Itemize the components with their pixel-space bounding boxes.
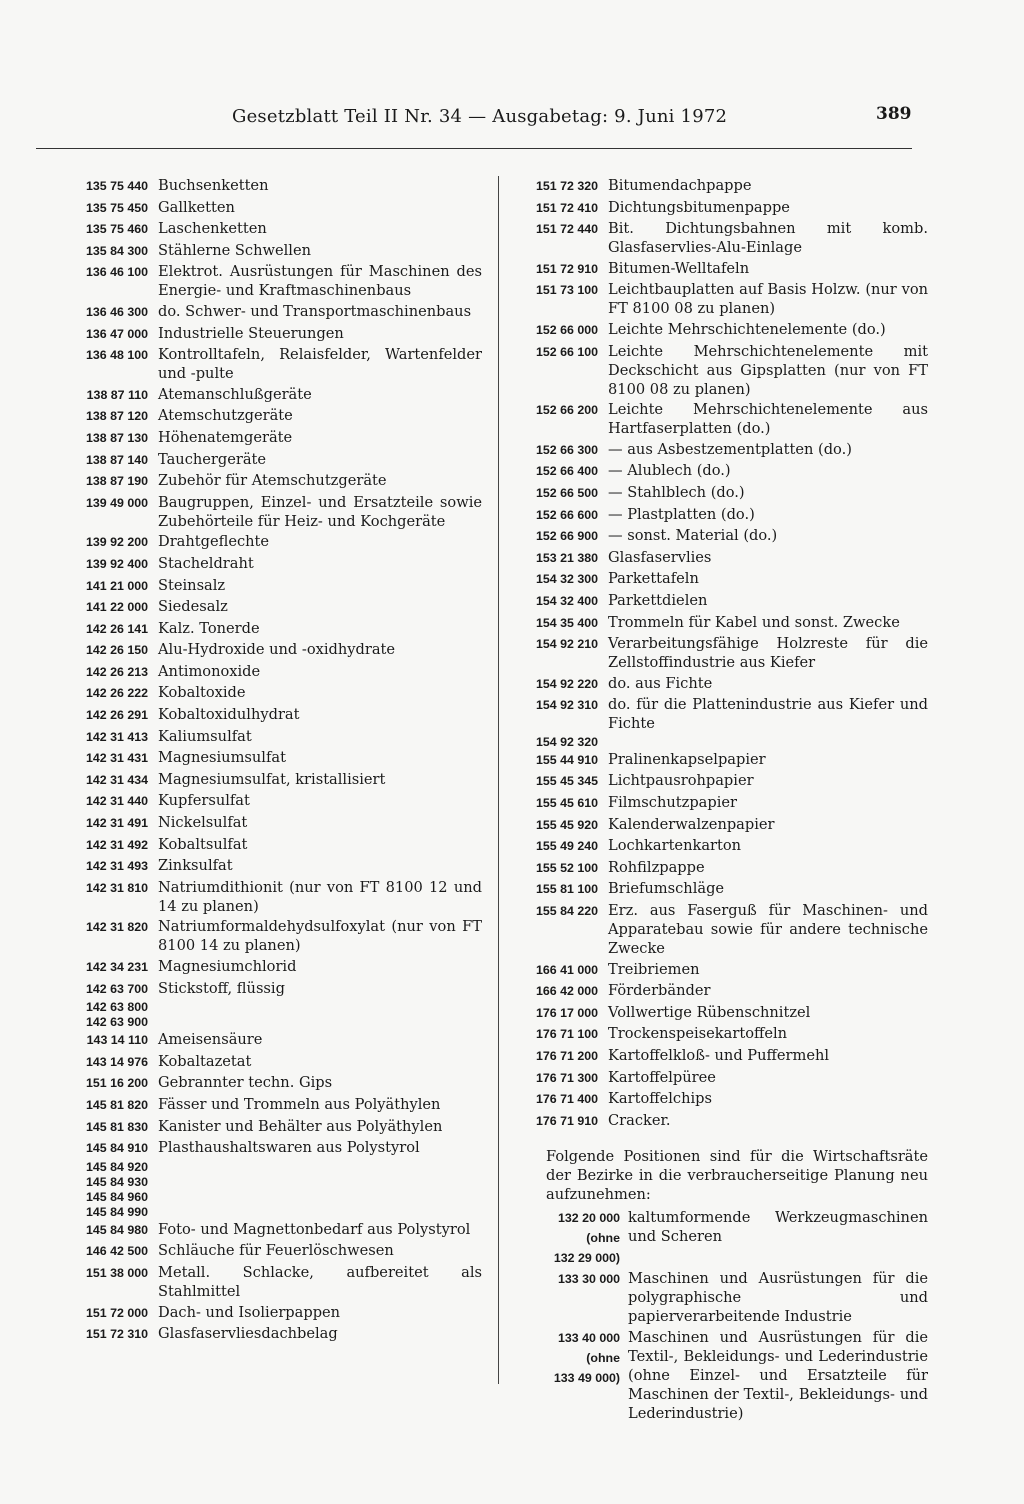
item-code: 151 72 320	[535, 179, 598, 193]
item-code: 166 42 000	[535, 984, 598, 999]
list-item	[64, 1095, 482, 1115]
item-code: 155 45 345	[535, 774, 598, 789]
item-code: 155 52 100	[535, 860, 598, 875]
item-description: Leichte Mehrschichtenelemente (do.)	[608, 320, 886, 338]
item-description: Bit. Dichtungsbahnen mit komb. Glasfaservlies-Alu-Einlage	[608, 220, 928, 257]
item-description: Natriumformaldehydsulfoxylat (nur von FT 8100 14 zu planen)	[158, 918, 482, 955]
item-code: 154 92 310	[535, 698, 598, 713]
list-item	[516, 569, 928, 589]
item-code: 145 84 910	[85, 1141, 148, 1156]
item-code: 142 26 213	[85, 664, 148, 679]
item-description: Kobaltazetat	[158, 1052, 252, 1070]
list-item	[516, 1003, 928, 1023]
item-code: 155 45 610	[535, 796, 598, 811]
list-item	[64, 302, 482, 322]
item-description: Leichtbauplatten auf Basis Holzw. (nur von FT 8100 08 zu planen)	[608, 281, 928, 318]
item-code: 154 32 400	[535, 593, 598, 608]
item-description: do. aus Fichte	[608, 674, 713, 692]
item-code: 142 63 800	[85, 1000, 148, 1015]
item-code: 145 81 830	[85, 1119, 148, 1134]
item-code: 146 42 500	[85, 1244, 148, 1259]
item-code: 142 31 492	[85, 837, 148, 852]
item-code: 145 84 960	[85, 1189, 148, 1204]
item-description: — Plastplatten (do.)	[608, 505, 755, 523]
list-item	[516, 440, 928, 460]
list-item	[64, 428, 482, 448]
item-description: Stickstoff, flüssig	[158, 979, 285, 997]
item-code: 142 31 491	[85, 816, 148, 831]
item-code: 152 66 600	[535, 507, 598, 522]
item-description: Lochkartenkarton	[608, 837, 742, 855]
item-description: Foto- und Magnettonbedarf aus Polystyrol	[158, 1220, 471, 1238]
item-code: 145 81 820	[85, 1097, 148, 1112]
item-description: Parkettafeln	[608, 570, 699, 588]
item-code: 142 31 440	[85, 794, 148, 809]
list-item	[64, 1241, 482, 1261]
item-code: 135 75 450	[85, 200, 148, 215]
list-item	[516, 858, 928, 878]
item-code: 145 84 920	[85, 1159, 148, 1174]
item-description: Stählerne Schwellen	[158, 241, 311, 259]
item-code: 143 14 110	[86, 1033, 148, 1048]
item-code: 176 17 000	[535, 1005, 598, 1020]
publication-title: Gesetzblatt Teil II Nr. 34 — Ausgabetag: 9. Juni 1972	[232, 106, 728, 127]
list-item	[64, 406, 482, 426]
item-description: Siedesalz	[158, 598, 228, 616]
item-code: 155 84 220	[535, 904, 598, 919]
item-code: 138 87 110	[86, 387, 148, 402]
item-code: 152 66 500	[535, 485, 598, 500]
list-item	[516, 280, 928, 318]
list-item	[64, 1030, 482, 1050]
item-description: Elektrot. Ausrüstungen für Maschinen des Energie- und Kraftmaschinenbaus	[158, 263, 482, 300]
item-code: 154 32 300	[535, 572, 598, 587]
item-description: Bitumen-Welltafeln	[608, 259, 750, 277]
list-item	[64, 385, 482, 405]
list-item	[64, 856, 482, 876]
list-item	[64, 554, 482, 574]
item-description: Kartoffelchips	[608, 1090, 712, 1108]
item-code: 142 31 431	[85, 751, 148, 766]
item-description: Cracker.	[608, 1111, 671, 1129]
list-item	[516, 815, 928, 835]
item-description: Natriumdithionit (nur von FT 8100 12 und 14 zu planen)	[158, 878, 482, 915]
item-code: 176 71 100	[535, 1027, 598, 1042]
list-item	[516, 505, 928, 525]
list-item	[64, 1190, 482, 1205]
item-code: 176 71 300	[535, 1070, 598, 1085]
list-item	[516, 526, 928, 546]
item-description: Rohfilzpappe	[608, 858, 705, 876]
list-item	[516, 461, 928, 481]
item-code: 142 63 900	[85, 1015, 148, 1030]
list-item	[64, 979, 482, 999]
item-code: 135 75 440	[85, 179, 148, 193]
item-description: Nickelsulfat	[158, 814, 248, 832]
list-item	[64, 705, 482, 725]
item-code: 145 84 980	[85, 1222, 148, 1237]
item-code: 155 81 100	[535, 882, 598, 897]
list-item	[64, 597, 482, 617]
item-code: 155 44 910	[535, 752, 598, 767]
item-description: Stacheldraht	[158, 554, 254, 572]
list-item	[64, 219, 482, 239]
list-item	[516, 613, 928, 633]
item-code: 152 66 100	[535, 344, 598, 359]
item-description: Kaliumsulfat	[158, 727, 252, 745]
item-code: 136 46 300	[85, 304, 148, 319]
list-item	[64, 1263, 482, 1301]
header-rule	[36, 148, 912, 149]
item-description: Kanister und Behälter aus Polyäthylen	[158, 1117, 443, 1135]
list-item	[64, 878, 482, 916]
list-item	[516, 1024, 928, 1044]
item-code: 151 73 100	[535, 283, 598, 298]
list-item	[64, 683, 482, 703]
item-code: 136 46 100	[85, 265, 148, 280]
list-item	[64, 957, 482, 977]
list-item	[64, 1303, 482, 1323]
item-code: 152 66 000	[535, 322, 598, 337]
list-item	[64, 324, 482, 344]
item-code: 135 75 460	[85, 222, 148, 237]
item-code: 138 87 130	[85, 430, 148, 445]
item-code: 143 14 976	[85, 1054, 148, 1069]
code-line: 132 29 000)	[553, 1250, 620, 1265]
item-description: Kartoffelpüree	[608, 1068, 716, 1086]
bezirk-item-code	[516, 1328, 628, 1388]
item-description: Dichtungsbitumenpappe	[608, 198, 790, 216]
list-item	[516, 674, 928, 694]
list-item	[64, 917, 482, 955]
bezirk-note: Folgende Positionen sind für die Wirtschaftsräte der Bezirke in die verbraucherseitige Planung neu aufzunehmen:	[546, 1147, 928, 1203]
item-code: 151 72 410	[535, 200, 598, 215]
item-description: Tauchergeräte	[158, 450, 267, 468]
list-item	[516, 259, 928, 279]
item-description: Zinksulfat	[158, 857, 233, 875]
item-description: Kobaltoxidulhydrat	[158, 706, 300, 724]
item-code: 154 92 320	[535, 734, 598, 749]
item-description: Ameisensäure	[158, 1031, 263, 1049]
item-code: 151 72 000	[85, 1305, 148, 1320]
item-code: 142 31 493	[85, 859, 148, 874]
list-item	[516, 548, 928, 568]
item-description: Trommeln für Kabel und sonst. Zwecke	[608, 613, 900, 631]
item-code: 142 26 222	[85, 686, 148, 701]
bezirk-item-code	[516, 1208, 628, 1268]
list-item	[516, 1068, 928, 1088]
item-description: Kobaltsulfat	[158, 835, 248, 853]
list-item	[516, 960, 928, 980]
item-code: 142 34 231	[85, 960, 148, 974]
item-code: 136 48 100	[85, 348, 148, 363]
item-description: — Alublech (do.)	[608, 462, 731, 480]
list-item	[516, 879, 928, 899]
item-description: Treibriemen	[608, 960, 700, 978]
code-line: 132 20 000	[557, 1210, 620, 1225]
list-item	[64, 835, 482, 855]
item-code: 154 92 220	[535, 676, 598, 691]
list-item	[64, 241, 482, 261]
item-code: 145 84 990	[85, 1204, 148, 1219]
list-item	[516, 771, 928, 791]
item-description: Magnesiumsulfat	[158, 749, 286, 767]
list-item	[64, 1220, 482, 1240]
list-item	[516, 901, 928, 958]
code-line: 133 30 000	[557, 1272, 620, 1287]
item-code: 154 35 400	[535, 615, 598, 630]
item-description: Pralinenkapselpapier	[608, 750, 766, 768]
item-code: 151 72 310	[85, 1327, 148, 1342]
item-description: Dach- und Isolierpappen	[158, 1303, 341, 1321]
list-item	[64, 198, 482, 218]
item-code: 152 66 300	[535, 442, 598, 457]
item-description: do. Schwer- und Transportmaschinenbaus	[158, 302, 472, 320]
item-code: 142 63 700	[85, 981, 148, 996]
bezirk-item-description: kaltumformende Werkzeugmaschinen und Scheren	[628, 1208, 928, 1245]
bezirk-entry-list	[516, 1208, 928, 1423]
right-column	[516, 176, 928, 1425]
item-code: 142 31 820	[85, 920, 148, 935]
list-item	[516, 342, 928, 399]
list-item	[516, 198, 928, 218]
code-line: (ohne	[586, 1350, 620, 1365]
list-item	[516, 836, 928, 856]
item-code: 135 84 300	[85, 243, 148, 258]
item-code: 139 92 200	[85, 535, 148, 550]
list-item	[516, 483, 928, 503]
item-code: 151 72 440	[535, 222, 598, 237]
bezirk-item-code	[516, 1269, 628, 1289]
list-item	[516, 1089, 928, 1109]
item-description: Kupfersulfat	[158, 792, 250, 810]
item-code: 176 71 200	[535, 1049, 598, 1063]
item-code: 141 22 000	[85, 600, 148, 615]
item-description: Antimonoxide	[158, 662, 261, 680]
item-description: Magnesiumchlorid	[158, 958, 297, 975]
item-code: 138 87 120	[85, 409, 148, 424]
list-item	[516, 695, 928, 733]
item-description: Kontrolltafeln, Relaisfelder, Wartenfelder und -pulte	[158, 346, 482, 383]
list-item	[516, 176, 928, 196]
item-code: 152 66 900	[535, 529, 598, 544]
item-code: 176 71 910	[535, 1113, 598, 1128]
item-code: 136 47 000	[85, 326, 148, 341]
list-item	[64, 1073, 482, 1093]
item-description: Buchsenketten	[158, 177, 269, 194]
item-description: Steinsalz	[158, 576, 226, 594]
list-item	[64, 791, 482, 811]
list-item	[516, 219, 928, 257]
item-code: 155 45 920	[535, 817, 598, 832]
item-description: Alu-Hydroxide und -oxidhydrate	[158, 641, 396, 659]
item-code: 142 31 413	[85, 729, 148, 744]
list-item	[64, 1138, 482, 1158]
list-item	[516, 1046, 928, 1066]
list-item	[516, 1111, 928, 1131]
item-code: 138 87 140	[85, 452, 148, 467]
list-item	[64, 1160, 482, 1175]
item-description: — Stahlblech (do.)	[608, 483, 745, 501]
item-description: Verarbeitungsfähige Holzreste für die Zellstoffindustrie aus Kiefer	[608, 635, 928, 672]
item-code: 142 31 810	[85, 880, 148, 895]
item-description: Leichte Mehrschichtenelemente mit Deckschicht aus Gipsplatten (nur von FT 8100 08 zu planen)	[608, 342, 928, 398]
item-code: 138 87 190	[85, 474, 148, 489]
item-description: — sonst. Material (do.)	[608, 527, 778, 545]
list-item	[64, 813, 482, 833]
item-description: Zubehör für Atemschutzgeräte	[158, 472, 387, 490]
item-description: Gebrannter techn. Gips	[158, 1074, 333, 1092]
item-code: 151 38 000	[85, 1265, 148, 1280]
list-item	[516, 750, 928, 770]
item-description: Kalz. Tonerde	[158, 619, 260, 637]
item-description: Baugruppen, Einzel- und Ersatzteile sowie Zubehörteile für Heiz- und Kochgeräte	[158, 493, 482, 530]
item-description: Kalenderwalzenpapier	[608, 815, 775, 833]
item-description: Leichte Mehrschichtenelemente aus Hartfaserplatten (do.)	[608, 401, 928, 438]
list-item	[64, 1205, 482, 1220]
item-code: 142 26 150	[85, 643, 148, 658]
list-item	[64, 727, 482, 747]
item-description: Metall. Schlacke, aufbereitet als Stahlmittel	[158, 1263, 482, 1300]
left-column	[64, 176, 482, 1346]
item-description: Kobaltoxide	[158, 684, 246, 702]
item-code: 142 26 291	[85, 708, 148, 723]
item-code: 142 31 434	[85, 772, 148, 787]
item-code: 155 49 240	[535, 839, 598, 854]
item-code: 176 71 400	[535, 1092, 598, 1107]
item-code: 152 66 200	[535, 403, 598, 418]
item-description: Erz. aus Faserguß für Maschinen- und Apparatebau sowie für andere technische Zwecke	[608, 902, 928, 958]
item-description: Magnesiumsulfat, kristallisiert	[158, 770, 386, 788]
item-description: Filmschutzpapier	[608, 794, 737, 812]
list-item	[64, 662, 482, 682]
code-line: (ohne	[586, 1230, 620, 1245]
item-description: Plasthaushaltswaren aus Polystyrol	[158, 1139, 420, 1157]
right-entry-list	[516, 176, 928, 1131]
item-description: Atemschutzgeräte	[158, 407, 293, 425]
item-description: Förderbänder	[608, 982, 711, 1000]
page-number: 389	[876, 104, 912, 124]
item-code: 152 66 400	[535, 464, 598, 479]
list-item	[64, 450, 482, 470]
item-description: — aus Asbestzementplatten (do.)	[608, 440, 852, 458]
item-description: Trockenspeisekartoffeln	[608, 1025, 788, 1043]
bezirk-item	[516, 1208, 928, 1268]
list-item	[64, 532, 482, 552]
item-description: Briefumschläge	[608, 880, 725, 898]
list-item	[64, 770, 482, 790]
item-description: Gallketten	[158, 198, 235, 216]
item-description: Parkettdielen	[608, 591, 708, 609]
item-code: 139 49 000	[85, 495, 148, 510]
item-description: Schläuche für Feuerlöschwesen	[158, 1242, 394, 1260]
page-header	[0, 106, 1024, 136]
item-description: do. für die Plattenindustrie aus Kiefer und Fichte	[608, 696, 928, 733]
item-description: Bitumendachpappe	[608, 177, 752, 194]
item-description: Glasfaservlies	[608, 548, 712, 566]
list-item	[64, 176, 482, 196]
bezirk-item-description: Maschinen und Ausrüstungen für die polygraphische und papierverarbeitende Industrie	[628, 1270, 928, 1326]
list-item	[516, 591, 928, 611]
item-code: 142 26 141	[85, 621, 148, 636]
list-item	[64, 1000, 482, 1015]
item-description: Höhenatemgeräte	[158, 428, 293, 446]
list-item	[64, 493, 482, 531]
list-item	[64, 1015, 482, 1030]
list-item	[516, 634, 928, 672]
bezirk-item	[516, 1328, 928, 1423]
item-description: Lichtpausrohpapier	[608, 772, 754, 790]
item-code: 154 92 210	[535, 637, 598, 652]
list-item	[64, 619, 482, 639]
item-description: Fässer und Trommeln aus Polyäthylen	[158, 1095, 441, 1113]
code-line: 133 40 000	[557, 1330, 620, 1345]
item-code: 166 41 000	[535, 962, 598, 977]
list-item	[64, 640, 482, 660]
item-code: 139 92 400	[85, 556, 148, 571]
code-line: 133 49 000)	[553, 1370, 620, 1385]
list-item	[64, 576, 482, 596]
item-description: Laschenketten	[158, 220, 267, 238]
list-item	[64, 748, 482, 768]
item-description: Vollwertige Rübenschnitzel	[608, 1003, 811, 1021]
list-item	[516, 793, 928, 813]
list-item	[64, 1117, 482, 1137]
bezirk-item	[516, 1269, 928, 1326]
item-code: 141 21 000	[85, 578, 148, 593]
bezirk-item-description: Maschinen und Ausrüstungen für die Textil-, Bekleidungs- und Lederindustrie (ohne Einzel- und Ersatzteile für Maschinen der Textil-, Bekleidungs- und Lederindustrie)	[628, 1328, 928, 1422]
item-description: Glasfaservliesdachbelag	[158, 1325, 338, 1343]
list-item	[516, 735, 928, 750]
list-item	[516, 320, 928, 340]
item-description: Atemanschlußgeräte	[158, 385, 312, 403]
list-item	[64, 345, 482, 383]
column-divider	[498, 176, 499, 1384]
list-item	[64, 471, 482, 491]
item-description: Drahtgeflechte	[158, 533, 270, 551]
list-item	[64, 1175, 482, 1190]
list-item	[64, 1052, 482, 1072]
list-item	[516, 981, 928, 1001]
item-description: Industrielle Steuerungen	[158, 324, 344, 342]
list-item	[64, 1324, 482, 1344]
list-item	[64, 262, 482, 300]
item-code: 151 72 910	[535, 261, 598, 276]
item-code: 145 84 930	[85, 1174, 148, 1189]
item-code: 153 21 380	[535, 550, 598, 565]
item-description: Kartoffelkloß- und Puffermehl	[608, 1047, 830, 1064]
list-item	[516, 400, 928, 438]
item-code: 151 16 200	[85, 1076, 148, 1091]
